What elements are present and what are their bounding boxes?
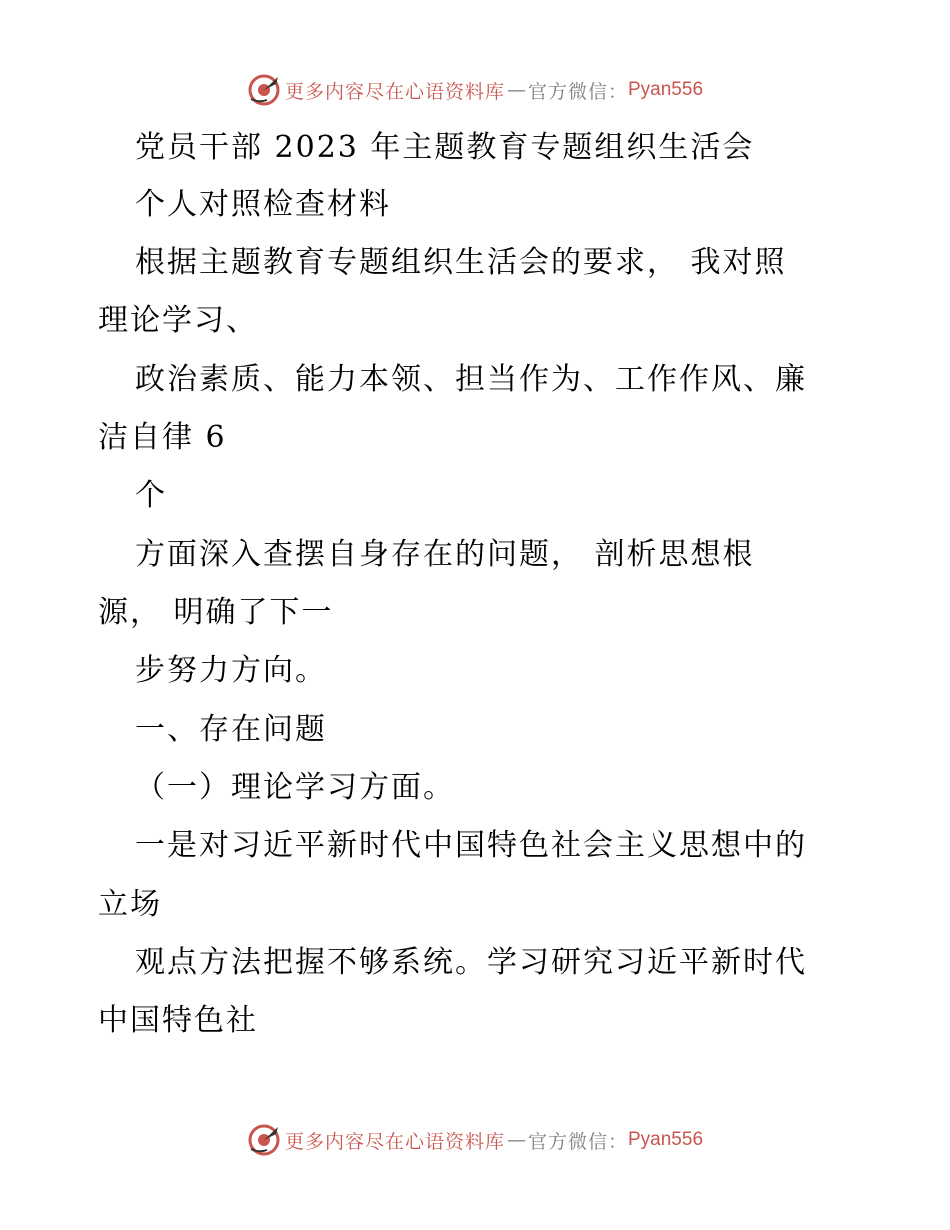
text-line: 根据主题教育专题组织生活会的要求， 我对照 [135,245,787,280]
watermark-wechat-label: 官方微信： [527,1130,628,1153]
watermark-dash: — [506,79,526,101]
text-line: 一是对习近平新时代中国特色社会主义思想中的 [135,828,807,863]
text-line: 方面深入查摆自身存在的问题， 剖析思想根 [135,537,755,572]
section-heading: 一、存在问题 [135,712,327,747]
text-line: 观点方法把握不够系统。学习研究习近平新时代 [135,945,807,980]
brand-logo-icon [247,73,281,107]
text-line: 洁自律 6 [98,420,227,455]
watermark-text: 更多内容尽在心语资料库 [284,1130,505,1153]
header-watermark [0,70,950,110]
watermark-wechat-id: Pyan556 [628,79,704,100]
text-line: 理论学习、 [98,303,258,338]
subsection-heading: （一）理论学习方面。 [135,770,455,805]
watermark-wechat-id: Pyan556 [628,1129,704,1150]
text-line: 源， 明确了下一 [98,595,334,630]
document-subtitle: 个人对照检查材料 [135,187,391,222]
text-line: 立场 [98,887,162,922]
watermark-wechat-label: 官方微信： [527,80,628,103]
footer-watermark [0,1120,950,1160]
watermark-text: 更多内容尽在心语资料库 [284,80,505,103]
document-title: 党员干部 2023 年主题教育专题组织生活会 [135,130,755,165]
watermark-dash: — [506,1129,526,1151]
brand-logo-icon [247,1123,281,1157]
text-line: 政治素质、能力本领、担当作为、工作作风、廉 [135,362,807,397]
text-line: 步努力方向。 [135,653,327,688]
text-line: 中国特色社 [98,1003,258,1038]
text-line: 个 [135,478,167,513]
